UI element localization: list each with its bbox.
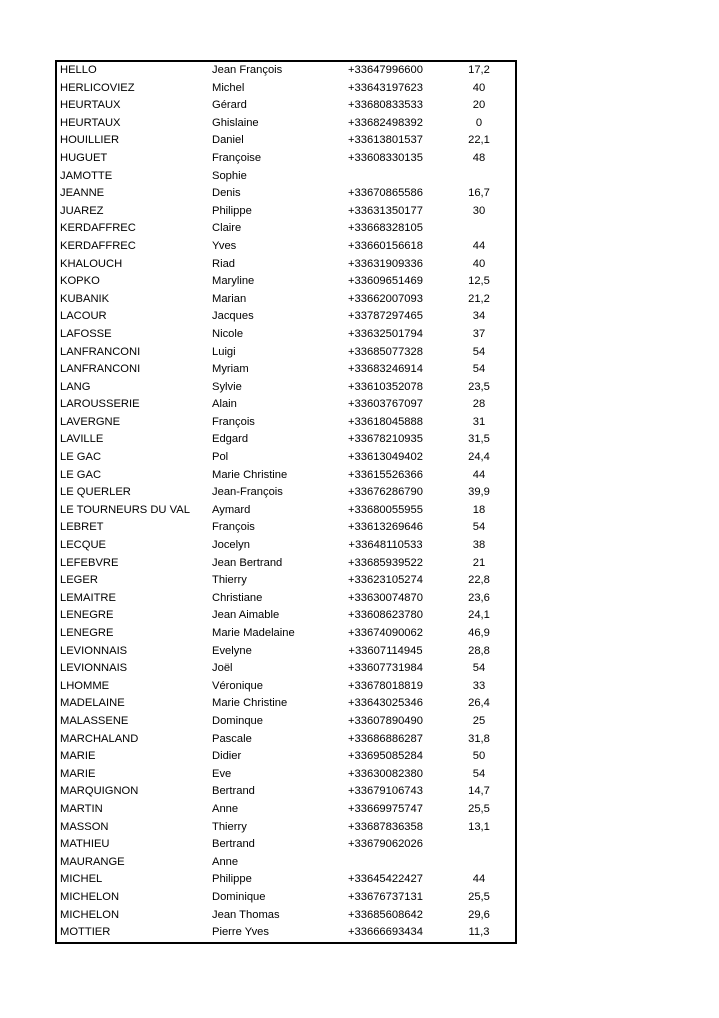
table-row: [56, 484, 516, 502]
table-row: [56, 396, 516, 414]
cell-last-name: KOPKO: [60, 275, 100, 288]
cell-last-name: MARIE: [60, 767, 96, 780]
cell-value: [440, 220, 516, 238]
cell-last-name: LE GAC: [60, 468, 102, 481]
table-row: [56, 607, 516, 625]
cell-phone-number: +33647996600: [348, 64, 423, 76]
table-row: [56, 678, 516, 696]
cell-last-name: MOTTIER: [60, 926, 111, 939]
cell-first-name: Jacques: [212, 310, 254, 323]
cell-value: 44: [472, 873, 486, 886]
table-row: [56, 256, 516, 274]
cell-last-name: LEGER: [60, 574, 98, 587]
cell-value: 24,4: [468, 451, 490, 464]
cell-last-name: KERDAFFREC: [60, 239, 136, 252]
cell-phone-number: +33613801537: [348, 134, 423, 147]
cell-first-name: Pascale: [212, 732, 252, 745]
cell-last-name: MALASSENE: [60, 714, 129, 727]
cell-first-name: Gérard: [212, 99, 247, 112]
table-row: [56, 502, 516, 520]
cell-first-name: Claire: [212, 222, 242, 235]
cell-value: 38: [472, 539, 486, 552]
cell-phone-number: +33660156618: [348, 239, 423, 252]
table-row: [56, 379, 516, 397]
cell-value: 25,5: [468, 802, 490, 815]
cell-phone-number: +33631909336: [348, 257, 423, 270]
cell-last-name: LEBRET: [60, 521, 104, 534]
cell-value: 20: [472, 99, 486, 112]
cell-first-name: Alain: [212, 398, 237, 411]
table-row: [56, 326, 516, 344]
cell-last-name: LANFRANCONI: [60, 363, 141, 376]
cell-value: 25,5: [468, 890, 490, 903]
cell-phone-number: +33615526366: [348, 468, 423, 481]
cell-phone-number: +33630082380: [348, 767, 423, 780]
cell-phone-number: +33648110533: [348, 539, 423, 552]
cell-value: 31,5: [468, 433, 490, 446]
cell-first-name: Aymard: [212, 503, 251, 516]
cell-value: 21: [472, 556, 486, 569]
cell-value: [440, 854, 516, 872]
cell-last-name: MARTIN: [60, 802, 103, 815]
cell-phone-number: +33631350177: [348, 204, 423, 217]
cell-first-name: Myriam: [212, 363, 249, 376]
cell-value: 29,6: [468, 908, 490, 921]
table-row: [56, 555, 516, 573]
cell-value: 39,9: [468, 486, 490, 499]
table-row: [56, 238, 516, 256]
cell-phone-number: +33674090062: [348, 627, 423, 639]
table-row: [56, 361, 516, 379]
cell-phone-number: +33678210935: [348, 433, 423, 446]
cell-last-name: MATHIEU: [60, 838, 110, 851]
cell-phone-number: +33676286790: [348, 486, 423, 499]
table-row: [56, 924, 516, 943]
table-row: [56, 766, 516, 784]
table-row: [56, 660, 516, 678]
cell-phone-number: +33632501794: [348, 327, 423, 340]
cell-first-name: Marie Christine: [212, 468, 288, 481]
table-row: [56, 273, 516, 291]
cell-last-name: MAURANGE: [60, 855, 125, 868]
cell-first-name: Anne: [212, 802, 239, 815]
cell-last-name: JUAREZ: [60, 204, 104, 217]
cell-value: 28,8: [468, 644, 490, 657]
table-row: [56, 132, 516, 150]
cell-last-name: LEVIONNAIS: [60, 662, 128, 675]
cell-first-name: Dominque: [212, 714, 263, 727]
cell-first-name: Eve: [212, 767, 232, 780]
table-row: [56, 907, 516, 925]
cell-phone-number: +33662007093: [348, 292, 423, 305]
table-row: [56, 590, 516, 608]
cell-last-name: KHALOUCH: [60, 257, 123, 270]
cell-last-name: LECQUE: [60, 539, 107, 552]
table-row: [56, 203, 516, 221]
cell-value: 37: [472, 327, 486, 340]
cell-value: 23,6: [468, 591, 490, 604]
cell-first-name: François: [212, 521, 255, 534]
cell-first-name: Daniel: [212, 134, 244, 147]
cell-first-name: Maryline: [212, 275, 255, 288]
cell-value: 11,3: [468, 926, 490, 939]
table-row: [56, 467, 516, 485]
cell-value: 31: [472, 415, 486, 428]
contact-table-container: [55, 60, 515, 944]
table-row: [56, 431, 516, 449]
table-row: [56, 819, 516, 837]
cell-value: 33: [472, 679, 486, 692]
cell-first-name: Sophie: [212, 169, 247, 182]
cell-phone-number: +33607890490: [348, 714, 423, 727]
cell-last-name: MASSON: [60, 820, 109, 833]
cell-value: 24,1: [468, 609, 490, 622]
cell-last-name: HELLO: [60, 64, 97, 76]
cell-phone-number: +33630074870: [348, 591, 423, 604]
cell-last-name: KUBANIK: [60, 292, 110, 305]
table-row: [56, 731, 516, 749]
cell-value: 34: [472, 310, 486, 323]
cell-last-name: LAVILLE: [60, 433, 104, 446]
cell-phone-number: +33670865586: [348, 187, 423, 200]
cell-phone-number: +33607731984: [348, 662, 423, 675]
table-row: [56, 836, 516, 854]
cell-first-name: Anne: [212, 855, 239, 868]
cell-phone-number: +33609651469: [348, 275, 423, 288]
cell-phone-number: +33608330135: [348, 151, 423, 164]
cell-first-name: Thierry: [212, 820, 247, 833]
cell-first-name: Joël: [212, 662, 233, 675]
cell-first-name: Philippe: [212, 873, 252, 886]
cell-phone-number: +33680833533: [348, 99, 423, 112]
cell-phone-number: +33685608642: [348, 908, 423, 921]
table-row: [56, 414, 516, 432]
cell-value: 14,7: [468, 785, 490, 798]
cell-value: 40: [472, 81, 486, 94]
cell-first-name: Yves: [212, 239, 237, 252]
cell-value: 18: [472, 503, 486, 516]
cell-value: [440, 168, 516, 186]
table-row: [56, 854, 516, 872]
table-row: [56, 80, 516, 98]
cell-last-name: LEFEBVRE: [60, 556, 119, 569]
cell-phone-number: +33643197623: [348, 81, 423, 94]
cell-last-name: MARIE: [60, 750, 96, 763]
cell-first-name: Pierre Yves: [212, 926, 270, 939]
cell-value: 28: [472, 398, 486, 411]
cell-phone-number: +33623105274: [348, 574, 423, 587]
table-row: [56, 115, 516, 133]
cell-first-name: Dominique: [212, 890, 266, 903]
cell-value: 54: [472, 662, 486, 675]
cell-last-name: KERDAFFREC: [60, 222, 136, 235]
cell-first-name: Jean Aimable: [212, 609, 280, 622]
cell-last-name: MADELAINE: [60, 697, 125, 710]
cell-first-name: Jean Thomas: [212, 908, 280, 921]
cell-first-name: Michel: [212, 81, 245, 94]
cell-phone-number: [328, 168, 440, 186]
cell-phone-number: +33668328105: [348, 222, 423, 235]
cell-first-name: François: [212, 415, 255, 428]
table-row: [56, 344, 516, 362]
table-row: [56, 783, 516, 801]
cell-last-name: MARQUIGNON: [60, 785, 139, 798]
cell-phone-number: +33678018819: [348, 679, 423, 692]
cell-value: 22,1: [468, 134, 490, 147]
cell-phone-number: +33613269646: [348, 521, 423, 534]
cell-phone-number: +33787297465: [348, 310, 423, 323]
cell-value: 48: [472, 151, 486, 164]
table-row: [56, 572, 516, 590]
cell-phone-number: +33618045888: [348, 415, 423, 428]
cell-phone-number: +33680055955: [348, 503, 423, 516]
cell-value: 54: [472, 767, 486, 780]
table-row: [56, 449, 516, 467]
contact-table: [55, 60, 517, 944]
cell-phone-number: +33679106743: [348, 785, 423, 798]
cell-value: 12,5: [468, 275, 490, 288]
table-row: [56, 889, 516, 907]
cell-first-name: Evelyne: [212, 644, 252, 657]
table-row: [56, 695, 516, 713]
cell-phone-number: +33683246914: [348, 363, 423, 376]
cell-phone-number: +33669975747: [348, 802, 423, 815]
cell-phone-number: +33607114945: [348, 644, 423, 657]
cell-first-name: Didier: [212, 750, 242, 763]
cell-last-name: LAVERGNE: [60, 415, 121, 428]
cell-phone-number: +33682498392: [348, 116, 423, 129]
cell-last-name: LACOUR: [60, 310, 107, 323]
table-row: [56, 185, 516, 203]
cell-first-name: Thierry: [212, 574, 247, 587]
cell-value: 23,5: [468, 380, 490, 393]
cell-value: 44: [472, 468, 486, 481]
cell-phone-number: +33613049402: [348, 451, 423, 464]
cell-first-name: Jocelyn: [212, 539, 250, 552]
table-row: [56, 713, 516, 731]
table-row: [56, 801, 516, 819]
cell-value: 17,2: [468, 64, 490, 76]
cell-first-name: Christiane: [212, 591, 263, 604]
cell-value: 46,9: [468, 627, 490, 639]
cell-phone-number: +33695085284: [348, 750, 423, 763]
cell-first-name: Bertrand: [212, 785, 255, 798]
cell-phone-number: +33610352078: [348, 380, 423, 393]
cell-last-name: HOUILLIER: [60, 134, 120, 147]
cell-phone-number: +33685077328: [348, 345, 423, 358]
cell-phone-number: +33645422427: [348, 873, 423, 886]
cell-first-name: Jean François: [212, 64, 283, 76]
cell-phone-number: [328, 854, 440, 872]
cell-first-name: Denis: [212, 187, 241, 200]
cell-first-name: Edgard: [212, 433, 249, 446]
cell-last-name: HUGUET: [60, 151, 108, 164]
cell-value: 44: [472, 239, 486, 252]
cell-last-name: MARCHALAND: [60, 732, 139, 745]
cell-first-name: Bertrand: [212, 838, 255, 851]
table-row: [56, 168, 516, 186]
cell-first-name: Marie Madelaine: [212, 627, 295, 639]
cell-first-name: Riad: [212, 257, 236, 270]
cell-last-name: LE TOURNEURS DU VAL: [60, 503, 190, 516]
cell-last-name: HERLICOVIEZ: [60, 81, 135, 94]
cell-last-name: LE QUERLER: [60, 486, 131, 499]
table-row: [56, 150, 516, 168]
table-row: [56, 748, 516, 766]
table-row: [56, 97, 516, 115]
cell-first-name: Jean-François: [212, 486, 283, 499]
cell-phone-number: +33666693434: [348, 926, 423, 939]
cell-last-name: LEVIONNAIS: [60, 644, 128, 657]
cell-last-name: LANG: [60, 380, 91, 393]
cell-value: [440, 836, 516, 854]
cell-value: 54: [472, 363, 486, 376]
cell-last-name: LENEGRE: [60, 609, 114, 622]
cell-value: 26,4: [468, 697, 490, 710]
cell-first-name: Nicole: [212, 327, 244, 340]
cell-value: 16,7: [468, 187, 490, 200]
cell-first-name: Pol: [212, 451, 229, 464]
cell-value: 13,1: [468, 820, 490, 833]
cell-last-name: MICHEL: [60, 873, 103, 886]
cell-phone-number: +33679062026: [348, 838, 423, 851]
cell-value: 40: [472, 257, 486, 270]
table-row: [56, 625, 516, 643]
cell-last-name: LEMAITRE: [60, 591, 116, 604]
cell-value: 30: [472, 204, 486, 217]
table-row: [56, 519, 516, 537]
cell-phone-number: +33643025346: [348, 697, 423, 710]
cell-phone-number: +33603767097: [348, 398, 423, 411]
table-row: [56, 220, 516, 238]
cell-first-name: Marian: [212, 292, 247, 305]
contact-table-body: [56, 61, 516, 943]
cell-phone-number: +33687836358: [348, 820, 423, 833]
cell-last-name: JAMOTTE: [60, 169, 113, 182]
table-row: [56, 61, 516, 80]
cell-phone-number: +33686886287: [348, 732, 423, 745]
cell-first-name: Véronique: [212, 679, 264, 692]
cell-last-name: LAFOSSE: [60, 327, 112, 340]
cell-last-name: LHOMME: [60, 679, 110, 692]
cell-last-name: LENEGRE: [60, 627, 114, 639]
cell-first-name: Marie Christine: [212, 697, 288, 710]
cell-last-name: JEANNE: [60, 187, 105, 200]
cell-first-name: Sylvie: [212, 380, 242, 393]
cell-first-name: Philippe: [212, 204, 252, 217]
cell-phone-number: +33685939522: [348, 556, 423, 569]
cell-phone-number: +33608623780: [348, 609, 423, 622]
cell-value: 54: [472, 521, 486, 534]
cell-value: 31,8: [468, 732, 490, 745]
cell-last-name: LE GAC: [60, 451, 102, 464]
cell-value: 54: [472, 345, 486, 358]
cell-first-name: Jean Bertrand: [212, 556, 283, 569]
table-row: [56, 643, 516, 661]
cell-value: 21,2: [468, 292, 490, 305]
cell-value: 0: [475, 116, 483, 129]
cell-first-name: Ghislaine: [212, 116, 259, 129]
cell-last-name: LAROUSSERIE: [60, 398, 140, 411]
cell-last-name: HEURTAUX: [60, 116, 121, 129]
cell-last-name: LANFRANCONI: [60, 345, 141, 358]
cell-last-name: MICHELON: [60, 908, 120, 921]
table-row: [56, 537, 516, 555]
table-row: [56, 291, 516, 309]
table-row: [56, 871, 516, 889]
cell-value: 22,8: [468, 574, 490, 587]
cell-last-name: HEURTAUX: [60, 99, 121, 112]
cell-value: 50: [472, 750, 486, 763]
cell-phone-number: +33676737131: [348, 890, 423, 903]
cell-value: 25: [472, 714, 486, 727]
table-row: [56, 308, 516, 326]
cell-first-name: Françoise: [212, 151, 262, 164]
cell-last-name: MICHELON: [60, 890, 120, 903]
cell-first-name: Luigi: [212, 345, 236, 358]
